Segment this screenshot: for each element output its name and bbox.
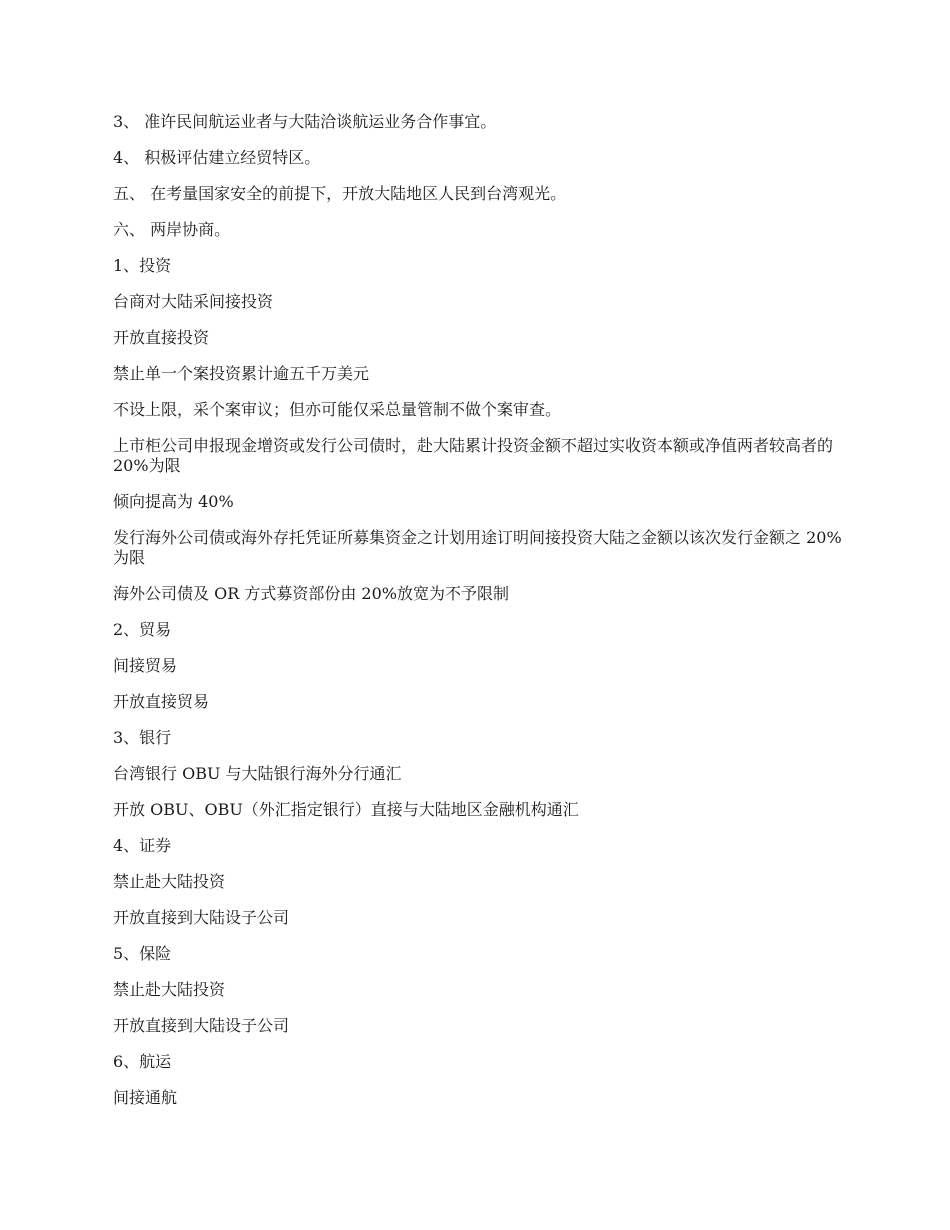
paragraph: 倾向提高为 40% bbox=[113, 492, 234, 511]
paragraph-item-4: 4、 积极评估建立经贸特区。 bbox=[113, 148, 321, 167]
paragraph: 开放直接贸易 bbox=[113, 692, 210, 711]
paragraph: 开放 OBU、OBU（外汇指定银行）直接与大陆地区金融机构通汇 bbox=[113, 800, 579, 819]
section-five: 五、 在考量国家安全的前提下，开放大陆地区人民到台湾观光。 bbox=[113, 184, 567, 203]
paragraph: 不设上限，采个案审议；但亦可能仅采总量管制不做个案审查。 bbox=[113, 400, 562, 419]
subheading-insurance: 5、保险 bbox=[113, 944, 172, 963]
paragraph: 台湾银行 OBU 与大陆银行海外分行通汇 bbox=[113, 764, 402, 783]
document-body bbox=[113, 112, 843, 1124]
paragraph: 发行海外公司债或海外存托凭证所募集资金之计划用途订明间接投资大陆之金额以该次发行金额之 20%为限 bbox=[113, 528, 842, 567]
paragraph: 禁止赴大陆投资 bbox=[113, 980, 226, 999]
paragraph: 禁止赴大陆投资 bbox=[113, 872, 226, 891]
paragraph: 开放直接到大陆设子公司 bbox=[113, 1016, 290, 1035]
subheading-shipping: 6、航运 bbox=[113, 1052, 172, 1071]
subheading-investment: 1、投资 bbox=[113, 256, 172, 275]
paragraph: 间接贸易 bbox=[113, 656, 178, 675]
section-six-heading: 六、 两岸协商。 bbox=[113, 220, 231, 239]
paragraph: 间接通航 bbox=[113, 1088, 178, 1107]
paragraph-item-3: 3、 准许民间航运业者与大陆洽谈航运业务合作事宜。 bbox=[113, 112, 497, 131]
paragraph: 开放直接投资 bbox=[113, 328, 210, 347]
subheading-banking: 3、银行 bbox=[113, 728, 172, 747]
paragraph: 上市柜公司申报现金增资或发行公司债时，赴大陆累计投资金额不超过实收资本额或净值两者较高者的 20%为限 bbox=[113, 436, 834, 475]
subheading-trade: 2、贸易 bbox=[113, 620, 172, 639]
subheading-securities: 4、证券 bbox=[113, 836, 172, 855]
paragraph: 海外公司债及 OR 方式募资部份由 20%放宽为不予限制 bbox=[113, 584, 509, 603]
paragraph: 台商对大陆采间接投资 bbox=[113, 292, 274, 311]
paragraph: 禁止单一个案投资累计逾五千万美元 bbox=[113, 364, 370, 383]
paragraph: 开放直接到大陆设子公司 bbox=[113, 908, 290, 927]
